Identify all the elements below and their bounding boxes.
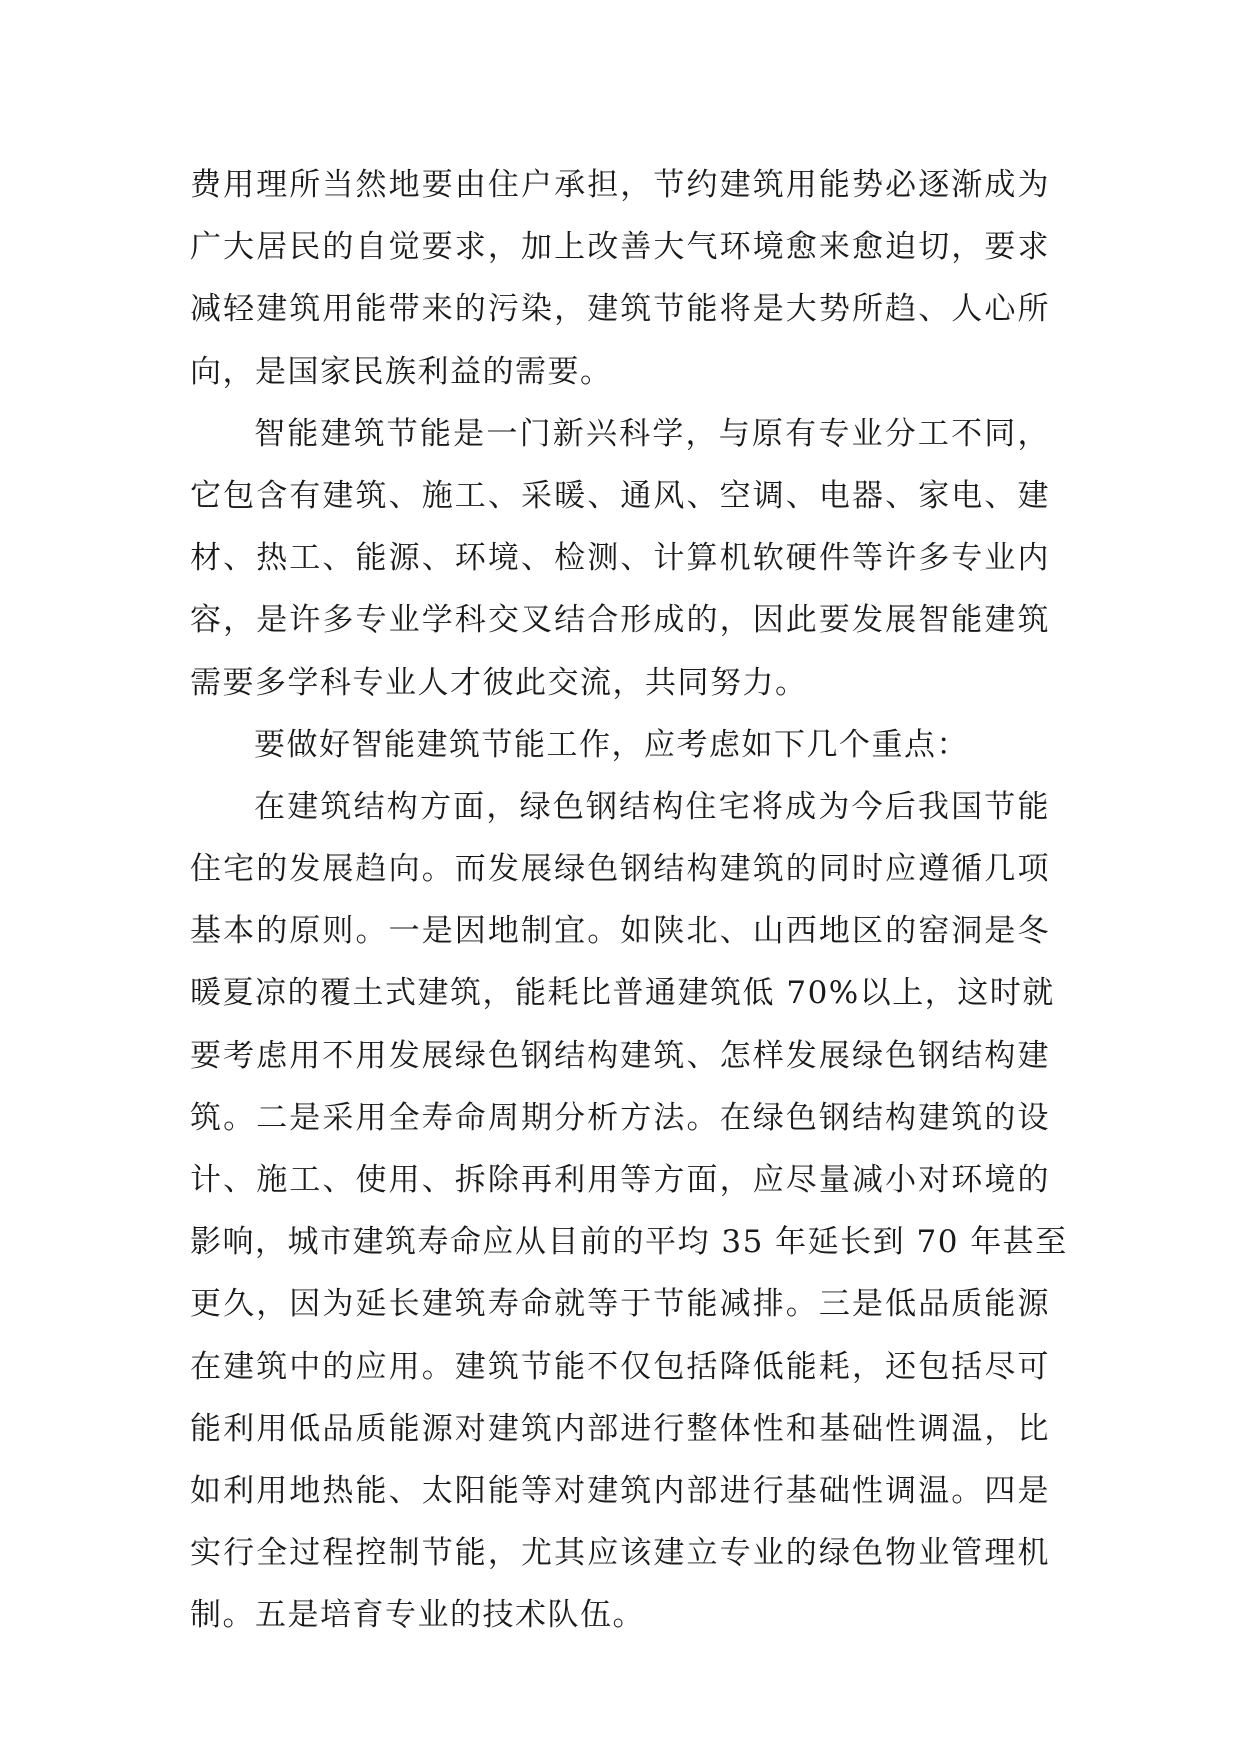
body-text — [190, 154, 1068, 1647]
text-line: 减轻建筑用能带来的污染，建筑节能将是大势所趋、人心所 — [190, 291, 1050, 328]
text-line: 在建筑结构方面，绿色钢结构住宅将成为今后我国节能 — [254, 788, 1050, 825]
text-line: 要做好智能建筑节能工作，应考虑如下几个重点： — [254, 726, 969, 763]
text-line: 住宅的发展趋向。而发展绿色钢结构建筑的同时应遵循几项 — [190, 851, 1050, 888]
text-line: 材、热工、能源、环境、检测、计算机软硬件等许多专业内 — [190, 540, 1050, 577]
paragraph — [190, 714, 1050, 776]
text-line: 影响，城市建筑寿命应从目前的平均 35 年延长到 70 年甚至 — [190, 1224, 1068, 1261]
text-line: 筑。二是采用全寿命周期分析方法。在绿色钢结构建筑的设 — [190, 1099, 1050, 1136]
text-line: 它包含有建筑、施工、采暖、通风、空调、电器、家电、建 — [190, 477, 1050, 514]
paragraph — [190, 403, 1050, 714]
text-line: 需要多学科专业人才彼此交流，共同努力。 — [190, 664, 808, 701]
text-line: 向，是国家民族利益的需要。 — [190, 353, 613, 390]
text-line: 要考虑用不用发展绿色钢结构建筑、怎样发展绿色钢结构建 — [190, 1037, 1050, 1074]
text-line: 费用理所当然地要由住户承担，节约建筑用能势必逐渐成为 — [190, 167, 1050, 203]
text-line: 智能建筑节能是一门新兴科学，与原有专业分工不同， — [254, 415, 1050, 452]
text-line: 实行全过程控制节能，尤其应该建立专业的绿色物业管理机 — [190, 1535, 1050, 1572]
text-line: 容，是许多专业学科交叉结合形成的，因此要发展智能建筑 — [190, 602, 1050, 639]
text-line: 基本的原则。一是因地制宜。如陕北、山西地区的窑洞是冬 — [190, 913, 1050, 950]
text-line: 在建筑中的应用。建筑节能不仅包括降低能耗，还包括尽可 — [190, 1348, 1050, 1385]
paragraph — [190, 776, 1068, 1647]
text-line: 暖夏凉的覆土式建筑，能耗比普通建筑低 70%以上，这时就 — [190, 975, 1055, 1012]
text-line: 如利用地热能、太阳能等对建筑内部进行基础性调温。四是 — [190, 1472, 1050, 1509]
text-line: 广大居民的自觉要求，加上改善大气环境愈来愈迫切，要求 — [190, 229, 1050, 266]
text-line: 制。五是培育专业的技术队伍。 — [190, 1597, 645, 1634]
text-line: 更久，因为延长建筑寿命就等于节能减排。三是低品质能源 — [190, 1286, 1050, 1323]
text-line: 能利用低品质能源对建筑内部进行整体性和基础性调温，比 — [190, 1410, 1050, 1447]
paragraph — [190, 154, 1050, 403]
text-line: 计、施工、使用、拆除再利用等方面，应尽量减小对环境的 — [190, 1162, 1050, 1198]
